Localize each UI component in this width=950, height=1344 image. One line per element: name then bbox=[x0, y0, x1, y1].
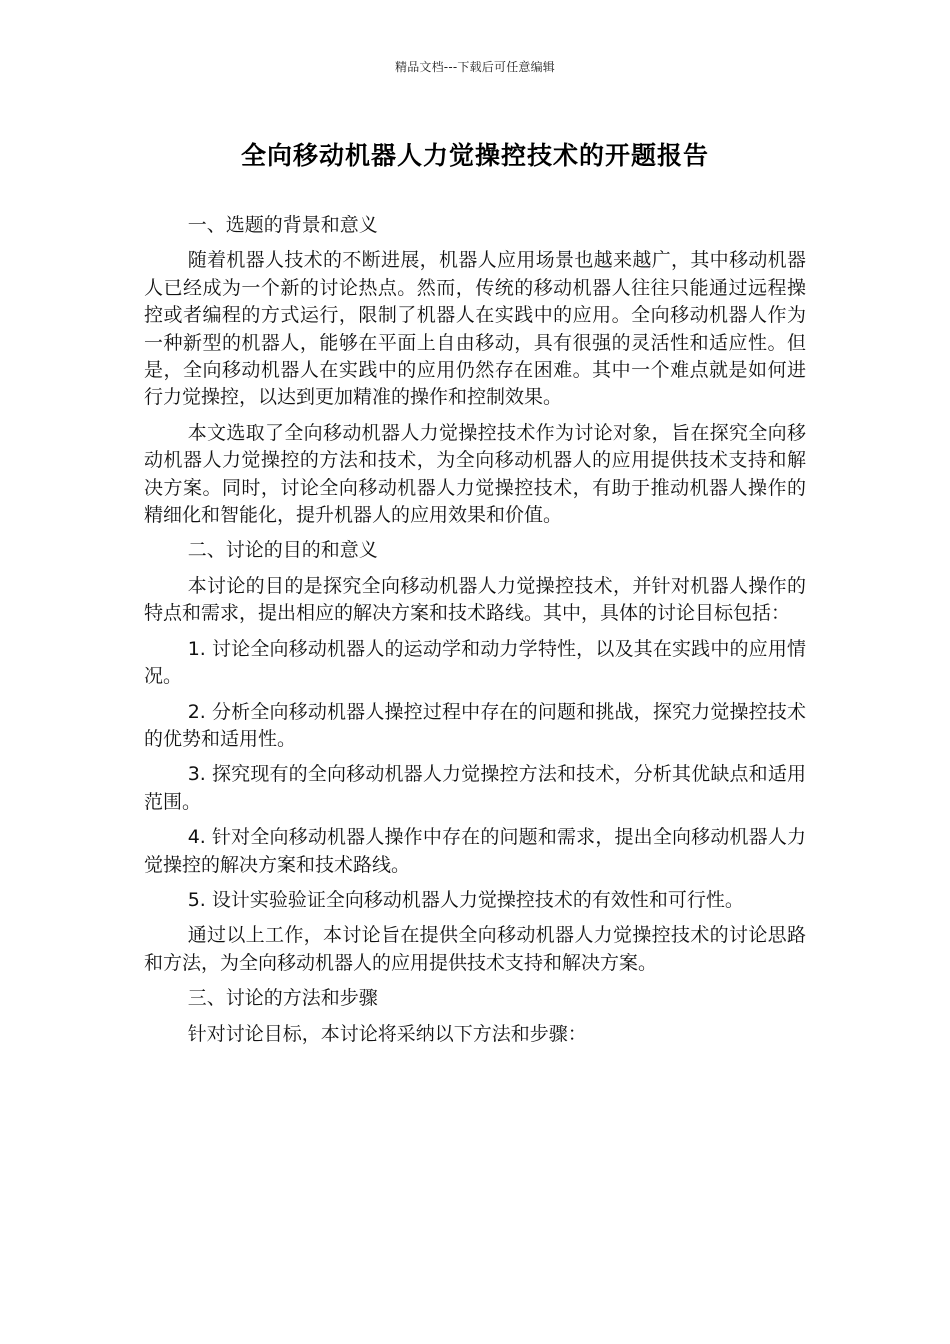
section-heading-methods: 三、讨论的方法和步骤 bbox=[187, 987, 378, 1010]
list-item-goal-1: 1. 讨论全向移动机器人的运动学和动力学特性，以及其在实践中的应用情况。 bbox=[144, 637, 806, 688]
list-item-goal-2: 2. 分析全向移动机器人操控过程中存在的问题和挑战，探究力觉操控技术的优势和适用性。 bbox=[144, 700, 806, 750]
list-item-goal-3: 3. 探究现有的全向移动机器人力觉操控方法和技术，分析其优缺点和适用范围。 bbox=[144, 763, 806, 813]
paragraph-purpose-conclusion: 通过以上工作，本讨论旨在提供全向移动机器人力觉操控技术的讨论思路和方法，为全向移动机器人的应用提供技术支持和解决方案。 bbox=[144, 924, 806, 974]
section-heading-purpose: 二、讨论的目的和意义 bbox=[187, 539, 378, 562]
document-body bbox=[144, 212, 806, 1056]
paragraph-purpose-intro: 本讨论的目的是探究全向移动机器人力觉操控技术，并针对机器人操作的特点和需求，提出相应的解决方案和技术路线。其中，具体的讨论目标包括： bbox=[144, 574, 806, 625]
list-item-goal-5: 5. 设计实验验证全向移动机器人力觉操控技术的有效性和可行性。 bbox=[187, 888, 744, 911]
list-item-goal-4: 4. 针对全向移动机器人操作中存在的问题和需求，提出全向移动机器人力觉操控的解决方案和技术路线。 bbox=[144, 826, 806, 876]
document-title: 全向移动机器人力觉操控技术的开题报告 bbox=[240, 141, 709, 170]
paragraph-methods-intro: 针对讨论目标，本讨论将采纳以下方法和步骤： bbox=[187, 1022, 587, 1045]
paragraph-background-2: 本文选取了全向移动机器人力觉操控技术作为讨论对象，旨在探究全向移动机器人力觉操控的方法和技术，为全向移动机器人的应用提供技术支持和解决方案。同时，讨论全向移动机器人力觉操控技术，有助于推动机器人操作的精细化和智能化，提升机器人的应用效果和价值。 bbox=[144, 421, 806, 527]
header-note: 精品文档---下载后可任意编辑 bbox=[395, 60, 555, 74]
section-heading-background: 一、选题的背景和意义 bbox=[187, 214, 378, 236]
paragraph-background-1: 随着机器人技术的不断进展，机器人应用场景也越来越广，其中移动机器人已经成为一个新的讨论热点。然而，传统的移动机器人往往只能通过远程操控或者编程的方式运行，限制了机器人在实践中的应用。全向移动机器人作为一种新型的机器人，能够在平面上自由移动，具有很强的灵活性和适应性。但是，全向移动机器人在实践中的应用仍然存在困难。其中一个难点就是如何进行力觉操控，以达到更加精准的操作和控制效果。 bbox=[144, 249, 806, 409]
